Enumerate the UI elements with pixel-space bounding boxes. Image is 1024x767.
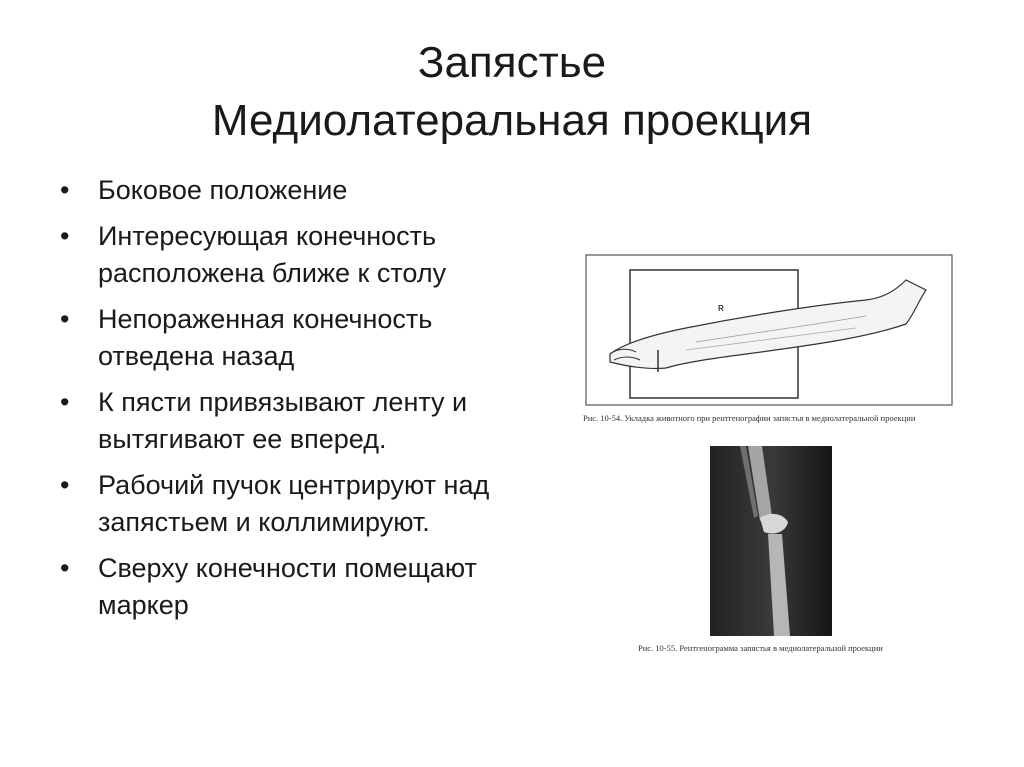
- bullet-item: [58, 301, 508, 375]
- marker-label: R: [718, 304, 724, 313]
- bullet-item: [58, 384, 508, 458]
- bullet-text: Рабочий пучок центрируют над запястьем и коллимируют.: [98, 470, 490, 537]
- bullet-text: К пясти привязывают ленту и вытягивают ее вперед.: [98, 387, 468, 454]
- bullet-dot: •: [60, 304, 70, 334]
- title-line-1: Запястье: [417, 38, 607, 87]
- figure1-caption: Рис. 10-54. Укладка животного при рентгенографии запястья в медиолатеральной проекции: [583, 413, 916, 423]
- bullet-dot: •: [60, 470, 70, 500]
- radiograph-drawing: [710, 446, 832, 636]
- bullet-text: Боковое положение: [98, 175, 348, 205]
- bullet-list: [58, 172, 508, 633]
- bullet-item: [58, 172, 508, 209]
- figure2-caption: Рис. 10-55. Рентгенограмма запястья в медиолатеральной проекции: [638, 643, 883, 653]
- bullet-item: [58, 550, 508, 624]
- bullet-dot: •: [60, 221, 70, 251]
- radiograph-image: [710, 446, 832, 636]
- bullet-text: Непораженная конечность отведена назад: [98, 304, 433, 371]
- title-line-2: Медиолатеральная проекция: [211, 96, 813, 145]
- bullet-dot: •: [60, 553, 70, 583]
- bullet-text: Интересующая конечность расположена ближе к столу: [98, 221, 447, 288]
- bullet-dot: •: [60, 387, 70, 417]
- bullet-item: [58, 218, 508, 292]
- bullet-text: Сверху конечности помещают маркер: [98, 553, 477, 620]
- slide-title: [0, 34, 1024, 150]
- bullet-dot: •: [60, 175, 70, 205]
- bullet-item: [58, 467, 508, 541]
- positioning-illustration: [566, 250, 966, 430]
